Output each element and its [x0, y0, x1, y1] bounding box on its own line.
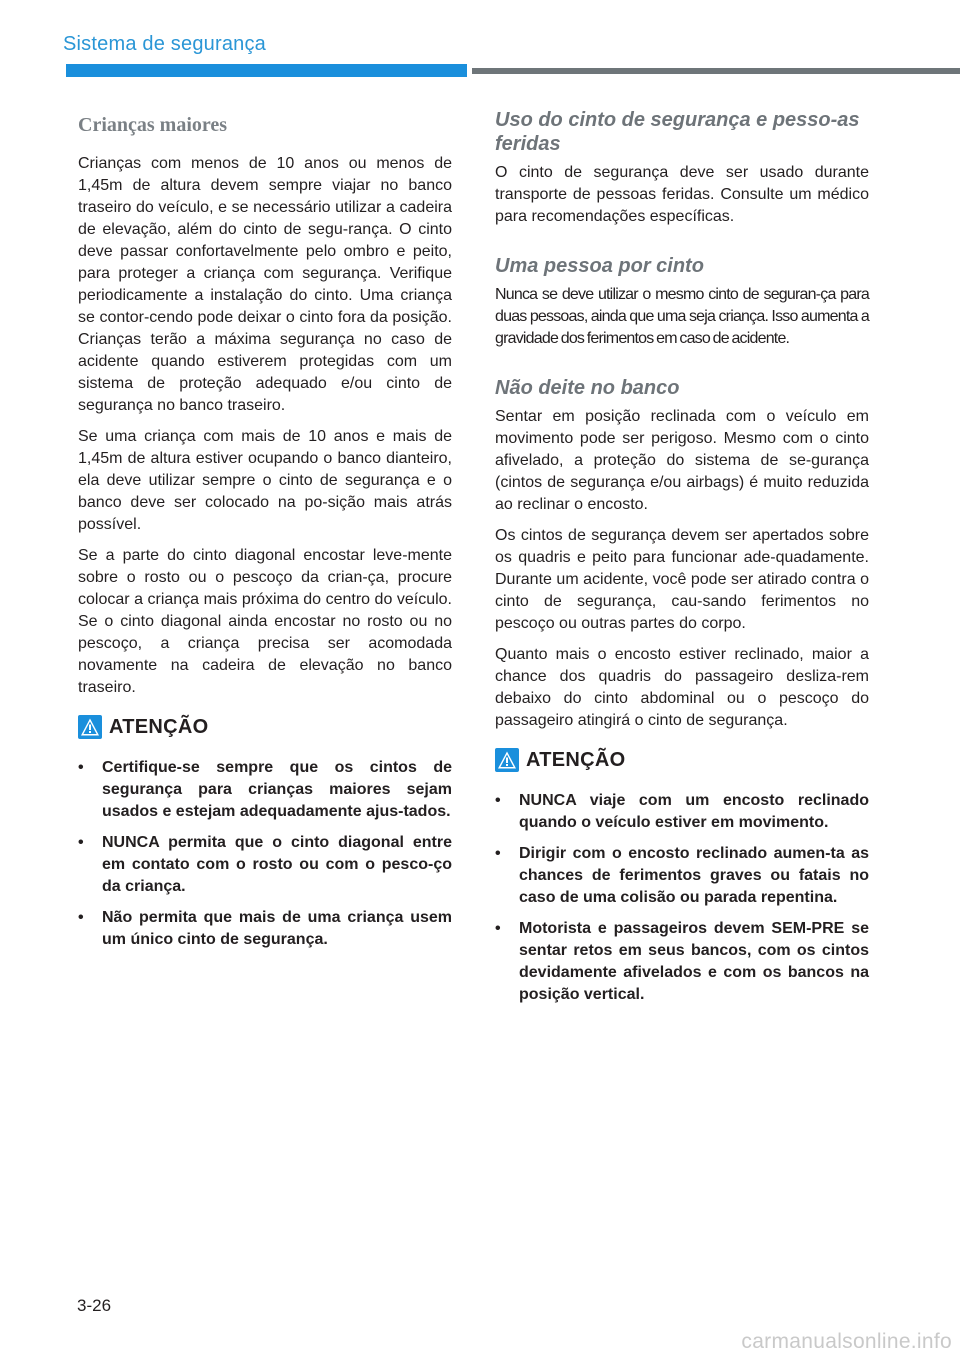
warning-triangle-icon: [495, 748, 519, 772]
paragraph: Os cintos de segurança devem ser apertados sobre os quadris e peito para funcionar ade-quadamente. Durante um acidente, você pode ser atirado contra o cinto de segurança, cau-sando ferimentos no pescoço ou outras partes do corpo.: [495, 527, 869, 632]
paragraph: Sentar em posição reclinada com o veículo em movimento pode ser perigoso. Mesmo com o cinto afivelado, a proteção do sistema de se-gurança (cintos de segurança e/ou airbags) é muito reduzida ao reclinar o encosto.: [495, 408, 869, 513]
paragraph: Nunca se deve utilizar o mesmo cinto de seguran-ça para duas pessoas, ainda que uma seja criança. Isso aumenta a gravidade dos ferimentos em caso de acidente.: [495, 286, 869, 347]
warning-item: • NUNCA viaje com um encosto reclinado quando o veículo estiver em movimento.: [495, 792, 869, 831]
warning-title: ATENÇÃO: [109, 715, 209, 738]
bullet-mark: •: [495, 920, 501, 937]
page-number: 3-26: [77, 1296, 112, 1315]
section-heading: Não deite no banco: [495, 377, 680, 399]
paragraph: O cinto de segurança deve ser usado durante transporte de pessoas feridas. Consulte um médico para recomendações específicas.: [495, 164, 869, 225]
section-heading: Uma pessoa por cinto: [495, 255, 704, 277]
left-column: [78, 108, 452, 960]
bullet-mark: •: [495, 792, 501, 809]
warning-triangle-icon: [78, 715, 102, 739]
warning-header: [495, 748, 869, 772]
section-heading: Uso do cinto de segurança e pesso-as feridas: [495, 109, 860, 155]
warning-title: ATENÇÃO: [526, 748, 626, 771]
header-rule: [472, 68, 960, 74]
warning-header: [78, 715, 452, 739]
warning-item: • Não permita que mais de uma criança usem um único cinto de segurança.: [78, 909, 452, 948]
paragraph: Crianças com menos de 10 anos ou menos de 1,45m de altura devem sempre viajar no banco traseiro do veículo, e se necessário utilizar a cadeira de elevação, além do cinto de segu-rança. O cinto deve passar confortavelmente pelo ombro e peito, para proteger a criança com segurança. Verifique periodicamente a instalação do cinto. Uma criança se contor-cendo pode deixar o cinto fora da posição. Crianças terão a máxima segurança no caso de acidente quando estiverem protegidas com um sistema de proteção adequado e/ou cinto de segurança no banco traseiro.: [78, 155, 452, 414]
paragraph: Quanto mais o encosto estiver reclinado, maior a chance dos quadris do passageiro desliza-rem debaixo do cinto abdominal ou o pescoço do passageiro atingirá o cinto de segurança.: [495, 646, 869, 729]
paragraph: Se a parte do cinto diagonal encostar leve-mente sobre o rosto ou o pescoço da crian-ça, procure colocar a criança mais próxima do centro do veículo. Se o cinto diagonal ainda encostar no rosto ou no pescoço, a criança precisa ser acomodada novamente na cadeira de elevação no banco traseiro.: [78, 547, 452, 696]
bullet-mark: •: [78, 909, 84, 926]
warning-list: [78, 757, 452, 951]
section-heading: Crianças maiores: [78, 114, 228, 136]
warning-item: • NUNCA permita que o cinto diagonal entre em contato com o rosto ou com o pesco-ço da criança.: [78, 834, 452, 895]
warning-item: • Motorista e passageiros devem SEM-PRE se sentar retos em seus bancos, com os cintos devidamente afivelados e com os bancos na posição vertical.: [495, 920, 869, 1003]
section-title: Sistema de segurança: [63, 33, 267, 55]
bullet-mark: •: [495, 845, 501, 862]
bullet-mark: •: [78, 834, 84, 851]
watermark: carmanualsonline.info: [741, 1330, 952, 1353]
right-column: [495, 108, 869, 1015]
header-accent-bar: [66, 64, 467, 77]
warning-item: • Dirigir com o encosto reclinado aumen-ta as chances de ferimentos graves ou fatais no caso de uma colisão ou parada repentina.: [495, 845, 869, 906]
warning-list: [495, 790, 869, 1006]
bullet-mark: •: [78, 759, 84, 776]
paragraph: Se uma criança com mais de 10 anos e mais de 1,45m de altura estiver ocupando o banco dianteiro, ela deve utilizar sempre o cinto de segurança e o banco deve ser colocado na po-sição mais atrás possível.: [78, 428, 452, 533]
warning-item: • Certifique-se sempre que os cintos de segurança para crianças maiores sejam usados e estejam adequadamente ajus-tados.: [78, 759, 452, 820]
